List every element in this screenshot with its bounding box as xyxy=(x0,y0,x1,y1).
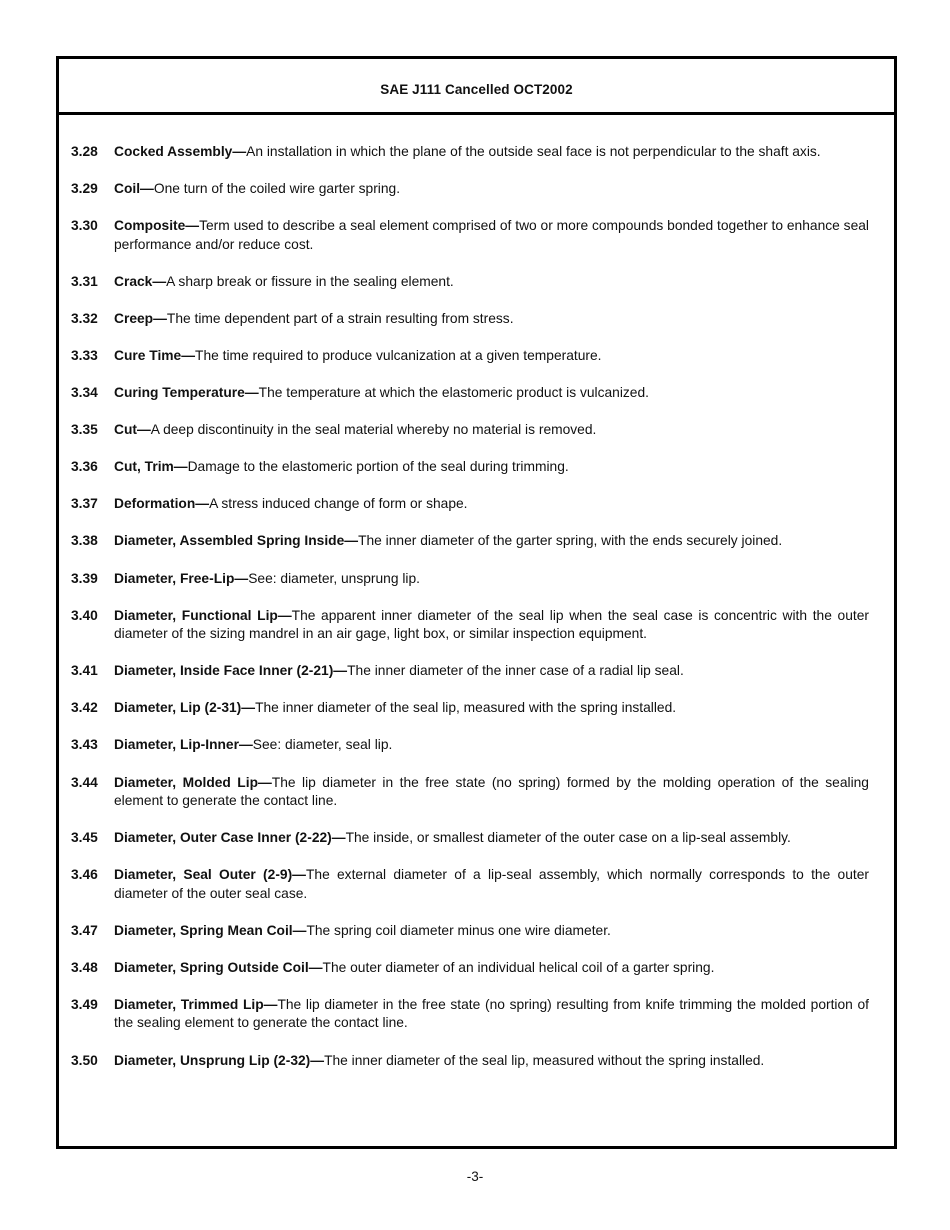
definition-number: 3.43 xyxy=(71,737,98,753)
definition-body xyxy=(114,273,869,292)
definition-text: One turn of the coiled wire garter spring. xyxy=(153,181,401,197)
definition-body xyxy=(114,607,869,644)
definition-number: 3.44 xyxy=(71,774,98,790)
definition-body xyxy=(114,996,869,1033)
definition-entry xyxy=(71,922,869,941)
definition-body xyxy=(114,532,869,551)
definition-body xyxy=(114,421,869,440)
definition-body xyxy=(114,310,869,329)
definition-entry xyxy=(71,273,869,292)
definition-text: The external diameter of a lip-seal assembly, which normally corresponds to the outer diameter of the outer seal case. xyxy=(114,867,869,901)
definition-term: Diameter, Spring Outside Coil— xyxy=(114,959,323,975)
definition-term: Diameter, Outer Case Inner (2-22)— xyxy=(114,830,346,846)
definition-term: Cut— xyxy=(114,422,151,438)
definition-text: The inner diameter of the garter spring, with the ends securely joined. xyxy=(358,533,783,549)
document-header xyxy=(59,59,894,115)
definition-term: Cut, Trim— xyxy=(114,459,188,475)
definition-text: The temperature at which the elastomeric product is vulcanized. xyxy=(258,385,649,401)
definition-entry xyxy=(71,310,869,329)
document-title: SAE J111 Cancelled OCT2002 xyxy=(380,82,573,97)
definition-term: Composite— xyxy=(114,218,200,234)
definition-number: 3.48 xyxy=(71,959,98,975)
definition-text: The spring coil diameter minus one wire diameter. xyxy=(306,922,611,938)
definition-body xyxy=(114,662,869,681)
definition-body xyxy=(114,1052,869,1071)
definition-term: Cocked Assembly— xyxy=(114,144,247,159)
definition-text: An installation in which the plane of the outside seal face is not perpendicular to the shaft axis. xyxy=(246,144,821,159)
definition-entry xyxy=(71,996,869,1033)
definition-number: 3.34 xyxy=(71,385,98,401)
definition-body xyxy=(114,866,869,903)
definition-entry xyxy=(71,458,869,477)
definition-entry xyxy=(71,662,869,681)
definition-number: 3.50 xyxy=(71,1052,98,1068)
definition-entry xyxy=(71,607,869,644)
definition-number: 3.40 xyxy=(71,607,98,623)
definition-term: Diameter, Spring Mean Coil— xyxy=(114,922,307,938)
definition-body xyxy=(114,384,869,403)
definition-term: Curing Temperature— xyxy=(114,385,259,401)
definition-text: The time dependent part of a strain resulting from stress. xyxy=(166,310,514,326)
definitions-list xyxy=(71,143,869,1089)
definition-term: Diameter, Lip (2-31)— xyxy=(114,700,256,716)
definition-term: Crack— xyxy=(114,273,167,289)
definition-entry xyxy=(71,699,869,718)
definition-entry xyxy=(71,736,869,755)
definition-entry xyxy=(71,866,869,903)
definition-text: The inside, or smallest diameter of the outer case on a lip-seal assembly. xyxy=(345,830,791,846)
definition-body xyxy=(114,736,869,755)
definition-entry xyxy=(71,217,869,254)
definition-body xyxy=(114,458,869,477)
definition-entry xyxy=(71,495,869,514)
definition-number: 3.30 xyxy=(71,218,98,234)
definition-term: Creep— xyxy=(114,310,167,326)
definition-number: 3.46 xyxy=(71,867,98,883)
definition-number: 3.33 xyxy=(71,347,98,363)
definition-number: 3.41 xyxy=(71,663,98,679)
definition-text: A sharp break or fissure in the sealing element. xyxy=(166,273,454,289)
definition-number: 3.45 xyxy=(71,830,98,846)
definition-text: Damage to the elastomeric portion of the seal during trimming. xyxy=(187,459,569,475)
definition-text: The outer diameter of an individual helical coil of a garter spring. xyxy=(322,959,715,975)
definition-body xyxy=(114,143,869,162)
definition-text: The time required to produce vulcanization at a given temperature. xyxy=(195,347,602,363)
definition-term: Diameter, Functional Lip— xyxy=(114,607,292,623)
definition-text: The inner diameter of the seal lip, measured with the spring installed. xyxy=(255,700,677,716)
definition-body xyxy=(114,495,869,514)
definition-number: 3.39 xyxy=(71,570,98,586)
definition-text: See: diameter, unsprung lip. xyxy=(248,570,420,586)
definition-term: Diameter, Assembled Spring Inside— xyxy=(114,533,359,549)
definition-body xyxy=(114,774,869,811)
definition-number: 3.42 xyxy=(71,700,98,716)
definition-number: 3.47 xyxy=(71,922,98,938)
definition-term: Deformation— xyxy=(114,496,210,512)
definition-text: Term used to describe a seal element comprised of two or more compounds bonded together to enhance seal performance and/or reduce cost. xyxy=(114,218,869,252)
definition-text: A stress induced change of form or shape. xyxy=(209,496,468,512)
definition-number: 3.38 xyxy=(71,533,98,549)
definition-term: Cure Time— xyxy=(114,347,196,363)
definition-entry xyxy=(71,180,869,199)
definition-text: A deep discontinuity in the seal material whereby no material is removed. xyxy=(150,422,597,438)
definition-term: Diameter, Seal Outer (2-9)— xyxy=(114,867,306,883)
definition-entry xyxy=(71,532,869,551)
definition-text: The lip diameter in the free state (no spring) formed by the molding operation of the sealing element to generate the contact line. xyxy=(114,774,869,808)
definition-body xyxy=(114,829,869,848)
definition-number: 3.49 xyxy=(71,996,98,1012)
definition-entry xyxy=(71,384,869,403)
definition-entry xyxy=(71,1052,869,1071)
definition-body xyxy=(114,922,869,941)
definition-number: 3.32 xyxy=(71,310,98,326)
definition-number: 3.29 xyxy=(71,181,98,197)
definition-entry xyxy=(71,570,869,589)
definition-number: 3.35 xyxy=(71,422,98,438)
definition-text: The lip diameter in the free state (no spring) resulting from knife trimming the molded portion of the sealing element to generate the contact line. xyxy=(114,996,870,1031)
definition-entry xyxy=(71,774,869,811)
definition-number: 3.37 xyxy=(71,496,98,512)
definition-number: 3.31 xyxy=(71,273,98,289)
page-number: -3- xyxy=(466,1169,484,1184)
definition-body xyxy=(114,699,869,718)
document-frame xyxy=(56,56,897,1149)
definition-body xyxy=(114,959,869,978)
definition-entry xyxy=(71,143,869,162)
definition-text: The apparent inner diameter of the seal lip when the seal case is concentric with the outer diameter of the sizing mandrel in an air gage, light box, or similar inspection equipment. xyxy=(114,607,869,642)
definition-text: The inner diameter of the inner case of a radial lip seal. xyxy=(347,663,684,679)
definition-body xyxy=(114,347,869,366)
definition-body xyxy=(114,217,869,254)
definition-term: Diameter, Lip-Inner— xyxy=(114,737,253,753)
definition-body xyxy=(114,180,869,199)
definition-entry xyxy=(71,421,869,440)
definition-term: Diameter, Free-Lip— xyxy=(114,570,249,586)
definition-entry xyxy=(71,829,869,848)
definition-entry xyxy=(71,347,869,366)
definition-term: Diameter, Trimmed Lip— xyxy=(114,996,278,1012)
definition-term: Diameter, Molded Lip— xyxy=(114,774,272,790)
definition-body xyxy=(114,570,869,589)
definition-term: Diameter, Inside Face Inner (2-21)— xyxy=(114,663,348,679)
definition-term: Coil— xyxy=(114,181,154,197)
definition-number: 3.36 xyxy=(71,459,98,475)
definition-term: Diameter, Unsprung Lip (2-32)— xyxy=(114,1052,325,1068)
definition-number: 3.28 xyxy=(71,144,98,159)
definition-text: See: diameter, seal lip. xyxy=(252,737,393,753)
definition-entry xyxy=(71,959,869,978)
definition-text: The inner diameter of the seal lip, measured without the spring installed. xyxy=(324,1052,765,1068)
